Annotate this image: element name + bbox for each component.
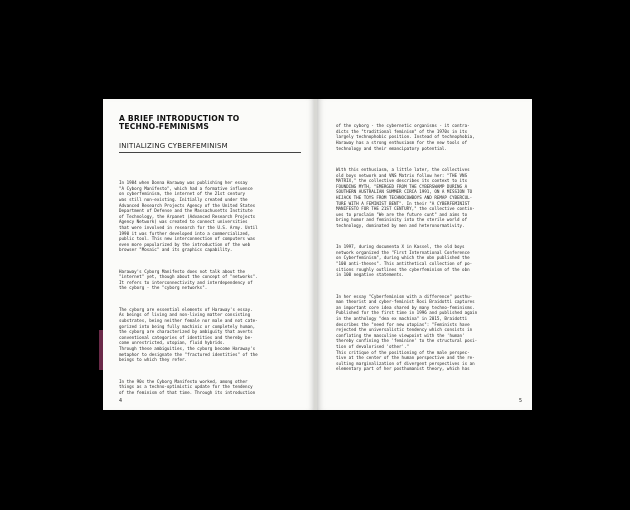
paragraph: Haraway's Cyborg Manifesto does not talk about the "internet" yet, though about the concept of "networks". It refers to interconnectivity and interdependency of the cyborg - the "cyborg networks". — [119, 268, 258, 291]
chapter-title-line-1: A BRIEF INTRODUCTION TO — [119, 114, 240, 123]
page-number: 4 — [119, 398, 123, 404]
left-body-text — [119, 169, 301, 410]
paragraph: In 1984 when Donna Haraway was publishing her essay "A Cyborg Manifesto", which had a formative influence on cyberfeminism, the internet of the 21st century was still non-existing. Initially created under the Advanced Research Projects Agency of the United States Department of Defense and the Massachusetts Institute of Technology, the Arpanet (Advanced Research Projects Agency Network) was created to connect universities that were involved in research for the U.S. Army. Until 1990 it was further developed into a commercialized, public tool. This new interconnection of computers was even more popularized by the introduction of the web browser "Mosaic" and its graphics capability. — [119, 180, 258, 253]
paragraph: The cyborg are essential elements of Haraway's essay. As beings of living and non-living matter consisting substrates, being neither female nor male and not cate- gorized into being fully machinic or completely human, the cyborg are characterized by ambiguity that averts conventional categories of identities and thereby be- come unrestricted, utopian, fluid hybrids. Through these ambiguities, the cyborg become Haraway's metaphor to designate the "fractured identities" of the beings to which they refer. — [119, 306, 258, 363]
chapter-title-line-2: TECHNO-FEMINISMS — [119, 122, 210, 132]
paragraph: In her essay "Cyberfeminism with a difference" posthu- man theorist and cyber-feminist Rosi Braidotti captures an important core idea shared by many techno-feminisms. Published for the first time in 1996 and published again in the anthology "dea ex machina" in 2015, Braidotti describes the "need for new utopias": "Feminists have rejected the universalistic tendency which consists in conflating the masculine viewpoint with the 'human' thereby confining the 'feminine' to the structural posi- tion of devalorised 'other'." This critique of the positioning of the male perspec- tive at the center of the human perspective and the re- sulting marginalization of divergent perspectives is an elementary part of her posthumanist theory, which has — [336, 293, 478, 372]
heading-divider — [119, 152, 301, 153]
page-number: 5 — [518, 398, 522, 404]
paragraph: With this enthusiasm, a little later, the collectives old boys network and VNS Matrix follow her: "THE VNS MATRIX," the collective describes its context to its FOUNDING MYTH, "EMERGED FROM THE CYBERSWAMP DURING A SOUTHERN AUSTRALIAN SUMMER CIRCA 1991, ON A MISSION TO HIJACK THE TOYS FROM TECHNOCOWBOYS AND REMAP CYBERCUL- TURE WITH A FEMINIST BENT". In their "A CYBERFEMINIST MANIFESTO FOR THE 21ST CENTURY," the collective contin- ues to proclaim "We are the future cunt" and aims to bring humor and femininity into the sterile world of technology, dominated by men and heteronormativity. — [336, 166, 475, 228]
paragraph: In 1997, during documenta X in Kassel, the old boys network organized the "First International Conference on Cyberfeminism", during which the obn published the "100 anti-theses". This antithetical collection of po- sitions roughly outlines the cyberfeminism of the obn in 100 negative statements. — [336, 244, 473, 278]
book-spread — [103, 99, 532, 410]
section-heading: INITIALIZING CYBERFEMINISM — [119, 142, 228, 150]
right-body-text — [336, 112, 522, 388]
left-page — [103, 99, 315, 410]
chapter-title — [119, 115, 239, 132]
paragraph: In the 90s the Cyborg Manifesto worked, among other things as a techno-optimistic update for the tendency of the feminism of that time. Through its introduction — [119, 378, 256, 395]
paragraph: of the cyborg - the cybernetic organisms - it contra- dicts the "traditional feminism" of the 1970s in its largely technophobic position. Instead of technophobia, Haraway has a strong enthusiasm for the new tools of technology and their emancipatory potential. — [336, 123, 475, 151]
right-page — [317, 99, 532, 410]
